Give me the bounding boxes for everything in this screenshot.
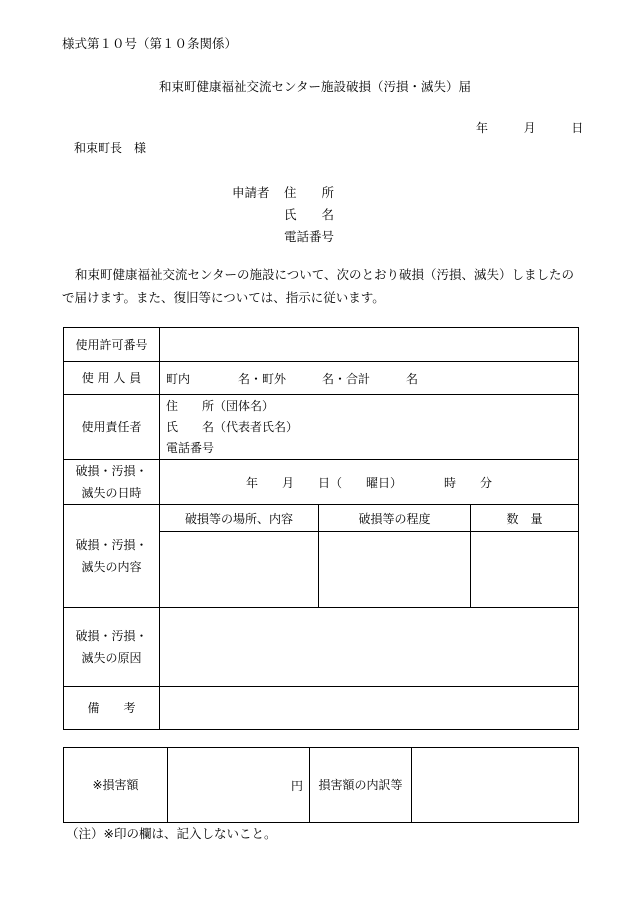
- date-month-label: 月: [523, 121, 536, 135]
- applicant-label: 申請者: [232, 185, 270, 200]
- datetime-label: 破損・汚損・ 滅失の日時: [64, 460, 160, 505]
- cause-field[interactable]: [160, 608, 579, 687]
- addressee: 和束町長 様: [74, 141, 147, 155]
- damage-report-table: [63, 327, 579, 730]
- datetime-field[interactable]: 年 月 日（ 曜日） 時 分: [160, 460, 579, 505]
- content-quantity-header: 数 量: [471, 505, 579, 532]
- permit-number-field[interactable]: [160, 328, 579, 362]
- responsible-label: 使用責任者: [64, 395, 160, 460]
- applicant-name-row: [232, 205, 334, 223]
- date-line: [476, 119, 583, 136]
- date-year-label: 年: [476, 121, 489, 135]
- remarks-label: 備 考: [64, 687, 160, 730]
- applicant-name-label: 氏 名: [284, 207, 335, 222]
- footnote: （注）※印の欄は、記入しないこと。: [66, 826, 277, 841]
- content-label: 破損・汚損・ 滅失の内容: [64, 505, 160, 608]
- applicant-phone-label: 電話番号: [284, 229, 335, 244]
- users-label: 使 用 人 員: [64, 362, 160, 395]
- applicant-phone-row: [232, 227, 334, 245]
- damage-amount-field[interactable]: [168, 748, 310, 823]
- content-degree-field[interactable]: [319, 532, 471, 608]
- document-title: 和束町健康福祉交流センター施設破損（汚損・滅失）届: [158, 79, 471, 94]
- damage-amount-label: ※損害額: [64, 748, 168, 823]
- responsible-address-line: 住 所（団体名）: [166, 398, 275, 413]
- remarks-field[interactable]: [160, 687, 579, 730]
- damage-amount-table: [63, 747, 579, 823]
- body-paragraph: 和束町健康福祉交流センターの施設について、次のとおり破損（汚損、滅失）しましたので届けます。また、復旧等については、指示に従います。: [62, 267, 575, 305]
- responsible-name-line: 氏 名（代表者氏名）: [166, 419, 299, 434]
- content-quantity-field[interactable]: [471, 532, 579, 608]
- yen-unit: 円: [290, 778, 303, 793]
- content-degree-header: 破損等の程度: [319, 505, 471, 532]
- users-field[interactable]: 町内 名・町外 名・合計 名: [160, 362, 579, 395]
- date-day-label: 日: [571, 121, 584, 135]
- cause-label: 破損・汚損・ 滅失の原因: [64, 608, 160, 687]
- applicant-address-row: [232, 183, 334, 201]
- content-location-field[interactable]: [160, 532, 319, 608]
- content-location-header: 破損等の場所、内容: [160, 505, 319, 532]
- responsible-phone-line: 電話番号: [166, 440, 215, 455]
- applicant-address-label: 住 所: [284, 185, 335, 200]
- form-number: 様式第１０号（第１０条関係）: [62, 36, 238, 51]
- damage-breakdown-label: 損害額の内訳等: [310, 748, 412, 823]
- responsible-field[interactable]: [160, 395, 579, 460]
- permit-number-label: 使用許可番号: [64, 328, 160, 362]
- damage-breakdown-field[interactable]: [412, 748, 579, 823]
